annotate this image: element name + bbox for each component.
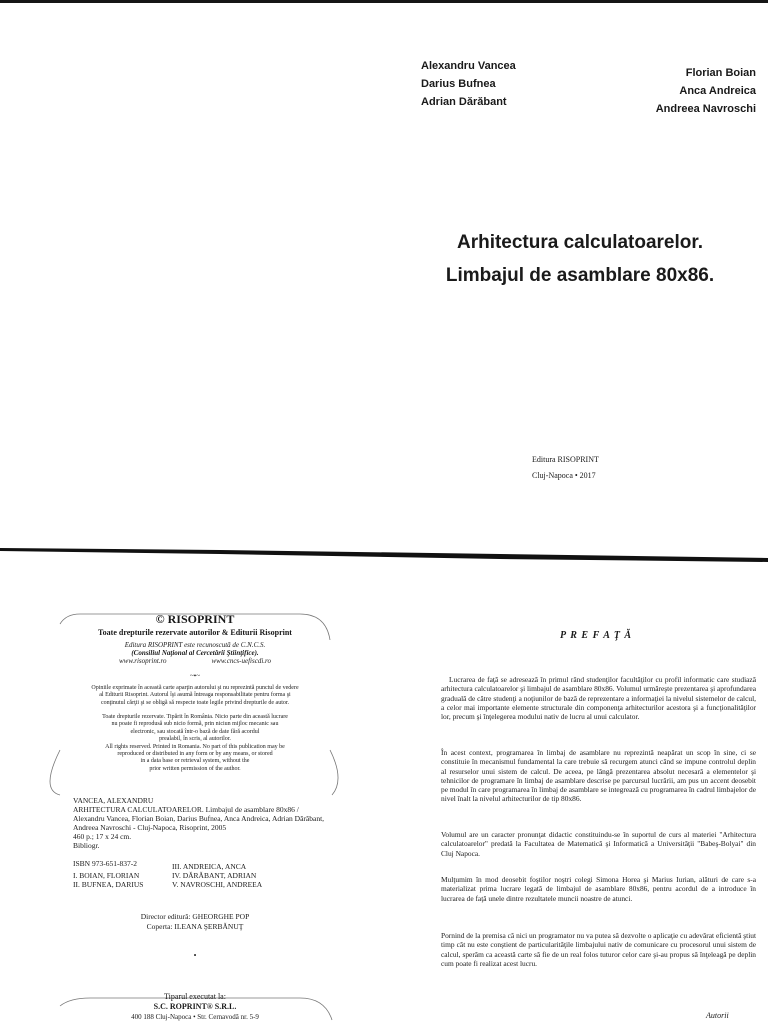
cip-line: Bibliogr. [73, 841, 100, 850]
book-title-line-2: Limbajul de asamblare 80x86. [445, 265, 715, 286]
cip-entry: III. ANDREICA, ANCA [172, 862, 247, 871]
authors-right [656, 64, 756, 118]
disclaimer-line: Opiniile exprimate în această carte aparţin autorului şi nu reprezintă punctul de vedere [91, 685, 299, 691]
reserved-line: prior written permission of the author. [149, 765, 241, 772]
authors-left [421, 57, 516, 111]
preface-paragraph-3: Volumul are un caracter pronunţat didactic constituindu-se în suportul de curs al materiei "Arhitectura calculatoarelor" predată la Facultatea de Matematică şi Informatică a Universităţii "Babeş-Bolyai" din Cluj Napoca. [441, 830, 756, 858]
book-title [395, 226, 765, 292]
copyright-rights: Toate drepturile rezervate autorilor & Editurii Risoprint [98, 628, 292, 637]
cip-entry: II. BUFNEA, DARIUS [73, 880, 144, 889]
preface-heading: P R E F A Ţ Ă [560, 630, 633, 641]
publisher-place-year: Cluj-Napoca • 2017 [532, 471, 596, 480]
reserved-line: reproduced or distributed in any form or by any means, or stored [117, 751, 273, 758]
top-edge-shadow [0, 0, 768, 3]
cip-left-entries [73, 871, 143, 889]
cip-record [73, 796, 324, 868]
preface-signature: Autorii [706, 1011, 729, 1020]
recognition-line: (Consiliul Naţional al Cercetării Ştiinţifice). [131, 649, 259, 657]
ornament: ~•~ [189, 672, 201, 680]
printer-address: 400 188 Cluj-Napoca • Str. Cernavodă nr. 5-9 [131, 1013, 259, 1021]
preface-paragraph-5: Pornind de la premisa că nici un programator nu va putea să dezvolte o aplicaţie cu adevărat eficientă ştiut timp cât nu este conştient de particularităţile limbajului nativ de comunicare cu procesorul unui sistem de calcul, sperăm ca această carte să fie de un real folos tuturor celor care şi-au propus să înţeleagă pe deplin cum poate fi realizat acest lucru. [441, 931, 756, 968]
preface-paragraph-4: Mulţumim în mod deosebit foştilor noştri colegi Simona Horea şi Marius Iurian, alături de care s-a materializat prima lucrare legată de limbajul de asamblare 80x86, pentru acordul de a introduce în lucrarea de faţă unele dintre rezultatele muncii noastre de atunci. [441, 875, 756, 903]
book-title-line-1: Arhitectura calculatoarelor. [456, 232, 704, 253]
author-name: Anca Andreica [679, 85, 756, 97]
preface-paragraph-1: Lucrarea de faţă se adresează în primul rând studenţilor facultăţilor cu profil informatic care studiază arhitectura calculatoarelor şi limbajul de asamblare 80x86. Volumul urmăreşte prezentarea şi aprofundarea graduală de către studenţi a noţiunilor de bază de reprezentare a informaţiei la nivelul sistemelor de calcul, a celor mai importante elemente structurale din componenţa arhitecturilor acestora şi a funcţionalităţilor lor, precum şi înţelegerea modului nativ de lucru al unui calculator. [441, 675, 756, 722]
cip-entry: V. NAVROSCHI, ANDREEA [172, 880, 263, 889]
cip-line [73, 850, 324, 859]
recognition-block [0, 641, 390, 665]
reserved-line: nu poate fi reprodusă sub nicio formă, prin niciun mijloc mecanic sau [111, 721, 279, 728]
cncs-website: www.cncs-uefiscdi.ro [211, 657, 271, 665]
reserved-line: in a data base or retrieval system, without the [140, 758, 250, 765]
disclaimer-block [0, 685, 390, 707]
copyright-heading: © RISOPRINT [155, 612, 235, 626]
credits-block [0, 912, 390, 932]
disclaimer-line: al Editurii Risoprint. Autorul îşi asumă întreaga responsabilitate pentru forma şi [99, 692, 291, 699]
cip-line: Andreea Navroschi - Cluj-Napoca, Risoprint, 2005 [73, 823, 227, 832]
cip-line: ARHITECTURA CALCULATOARELOR. Limbajul de asamblare 80x86 / [73, 805, 299, 814]
printer-name: S.C. ROPRINT® S.R.L. [153, 1002, 237, 1011]
author-name: Florian Boian [685, 67, 756, 79]
director-credit: Director editură: GHEORGHE POP [140, 912, 250, 921]
publisher-name: Editura RISOPRINT [532, 455, 599, 464]
isbn: ISBN 973-651-837-2 [73, 859, 137, 868]
author-name: Andreea Navroschi [655, 103, 756, 115]
cip-right-entries [172, 862, 262, 889]
cip-line: Alexandru Vancea, Florian Boian, Darius Bufnea, Anca Andreica, Adrian Dărăbant, [73, 814, 325, 823]
page-separator [0, 540, 768, 566]
reserved-line: All rights reserved. Printed in Romania. No part of this publication may be [105, 743, 285, 750]
publisher-block [532, 452, 599, 484]
author-name: Darius Bufnea [421, 78, 496, 90]
website-links [0, 657, 390, 665]
printed-label: Tiparul executat la: [164, 992, 226, 1001]
cip-entry: IV. DĂRĂBANT, ADRIAN [172, 871, 257, 880]
author-name: Alexandru Vancea [421, 60, 516, 72]
cip-line: VANCEA, ALEXANDRU [73, 796, 154, 805]
cip-entry: I. BOIAN, FLORIAN [73, 871, 140, 880]
preface-paragraph-2: În acest context, programarea în limbaj de asamblare nu reprezintă neapărat un scop în sine, ci se constituie în mecanismul fundamental la care trebuie să recurgem atunci când se impune controlul deplin al resurselor unui sistem de calcul. De aceea, pe lângă prezentarea absolut necesară a elementelor şi tehnicilor de programare în limbaj de asamblare descrise pe parcursul lucrării, am pus un accent deosebit pe modul în care programarea în limbaj de asamblare se integrează cu programarea în cadrul limbajelor de nivel înalt la nivelul arhitecturilor de tip 80x86. [441, 748, 756, 804]
reserved-line: Toate drepturile rezervate. Tipărit în România. Nicio parte din această lucrare [102, 714, 288, 720]
publisher-website: www.risoprint.ro [119, 657, 167, 665]
recognition-line: Editura RISOPRINT este recunoscută de C.N.C.S. [124, 641, 266, 649]
reserved-block [0, 714, 390, 773]
printer-block [0, 992, 390, 1022]
reserved-line: prealabil, în scris, al autorilor. [159, 736, 231, 743]
disclaimer-line: conţinutul cărţii şi se obligă să respecte toate legile privind drepturile de autor. [100, 699, 290, 706]
author-name: Adrian Dărăbant [421, 96, 507, 108]
cip-line: 460 p.; 17 x 24 cm. [73, 832, 132, 841]
reserved-line: electronic, sau stocată într-o bază de date fără acordul [130, 728, 260, 735]
bullet-mark: • [193, 951, 197, 960]
cover-credit: Coperta: ILEANA ŞERBĂNUŢ [146, 922, 244, 931]
